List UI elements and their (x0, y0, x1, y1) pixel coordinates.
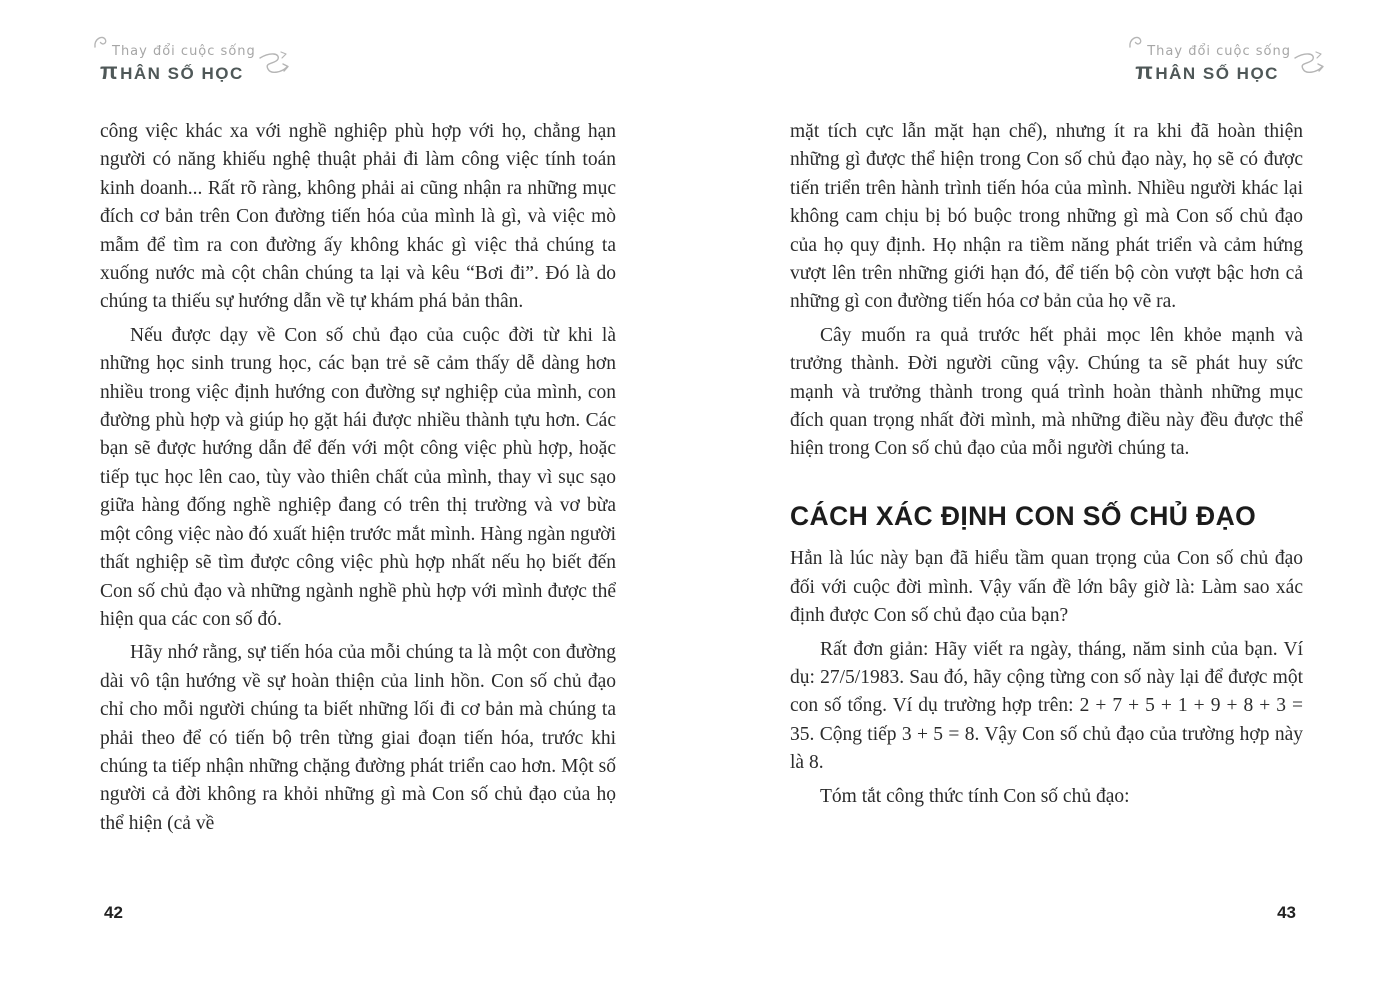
right-page-text-column (790, 118, 1303, 816)
swirl-arrow-icon (256, 50, 290, 86)
page-right (694, 0, 1389, 983)
book-logo-left (100, 44, 256, 84)
paragraph: Nếu được dạy về Con số chủ đạo của cuộc đời từ khi là những học sinh trung học, các bạn trẻ sẽ cảm thấy dễ dàng hơn nhiều trong việc định hướng con đường sự nghiệp của mình, con đường phù hợp và giúp họ gặt hái được nhiều thành tựu hơn. Các bạn sẽ được hướng dẫn để đến với một công việc phù hợp, hoặc tiếp tục học lên cao, tùy vào thiên chất của mình, thay vì sục sạo giữa hàng đống nghề nghiệp đang có trên thị trường và vơ bừa một công việc nào đó xuất hiện trước mắt mình. Hàng ngàn người thất nghiệp sẽ tìm được công việc phù hợp nhất nếu họ biết đến Con số chủ đạo và những ngành nghề phù hợp với mình được thể hiện qua các con số đó. (100, 324, 616, 630)
paragraph: Hãy nhớ rằng, sự tiến hóa của mỗi chúng ta là một con đường dài vô tận hướng về sự hoàn thiện của linh hồn. Con số chủ đạo chỉ cho mỗi người chúng ta biết những lối đi cơ bản mà chúng ta phải theo để có tiến bộ trên từng giai đoạn tiến hóa, trước khi chúng ta tiếp nhận những chặng đường phát triển cao hơn. Một số người cả đời không ra khỏi những gì mà Con số chủ đạo của họ thể hiện (cả về (100, 642, 616, 834)
logo-tagline: Thay đổi cuộc sống (112, 44, 256, 59)
page-left (0, 0, 694, 983)
curl-decoration-icon (1127, 32, 1147, 50)
left-page-text-column (100, 118, 616, 843)
logo-brand-text: HÂN SỐ HỌC (120, 64, 244, 83)
paragraph: Hẳn là lúc này bạn đã hiểu tầm quan trọng của Con số chủ đạo đối với cuộc đời mình. Vậy vấn đề lớn bây giờ là: Làm sao xác định được Con số chủ đạo của bạn? (790, 548, 1303, 627)
logo-brand (100, 59, 256, 84)
logo-brand-text: HÂN SỐ HỌC (1155, 64, 1279, 83)
paragraph: Rất đơn giản: Hãy viết ra ngày, tháng, năm sinh của bạn. Ví dụ: 27/5/1983. Sau đó, hãy cộng từng con số này lại để được một con số tổng. Ví dụ trường hợp trên: 2 + 7 + 5 + 1 + 9 + 8 + 3 = 35. Cộng tiếp 3 + 5 = 8. Vậy Con số chủ đạo của trường hợp này là 8. (790, 638, 1303, 774)
page-number-right: 43 (1277, 903, 1296, 922)
swirl-arrow-icon (1291, 50, 1325, 86)
paragraph: Tóm tắt công thức tính Con số chủ đạo: (820, 785, 1130, 807)
pi-icon: π (100, 58, 120, 84)
paragraph: công việc khác xa với nghề nghiệp phù hợp với họ, chẳng hạn người có năng khiếu nghệ thuật phải đi làm công việc tính toán kinh doanh... Rất rõ ràng, không phải ai cũng nhận ra những mục đích cơ bản trên Con đường tiến hóa của mình là gì, và việc mò mẫm để tìm ra con đường ấy không khác gì việc thả chúng ta xuống nước mà cột chân chúng ta lại và kêu “Bơi đi”. Đó là do chúng ta thiếu sự hướng dẫn về tự khám phá bản thân. (100, 121, 616, 313)
book-logo-right (1135, 44, 1291, 84)
page-number-left: 42 (104, 903, 123, 922)
logo-tagline: Thay đổi cuộc sống (1147, 44, 1291, 59)
paragraph: mặt tích cực lẫn mặt hạn chế), nhưng ít ra khi đã hoàn thiện những gì được thể hiện trong Con số chủ đạo này, họ sẽ có được tiến triển trên hành trình tiến hóa của mình. Nhiều người khác lại không cam chịu bị bó buộc trong những gì mà Con số chủ đạo của họ quy định. Họ nhận ra tiềm năng phát triển và cảm hứng vượt lên trên những giới hạn đó, để tiến bộ còn vượt bậc hơn cả những gì con đường tiến hóa cơ bản của họ vẽ ra. (790, 121, 1303, 313)
curl-decoration-icon (92, 32, 112, 50)
pi-icon: π (1135, 58, 1155, 84)
paragraph: Cây muốn ra quả trước hết phải mọc lên khỏe mạnh và trưởng thành. Đời người cũng vậy. Chúng ta sẽ phát huy sức mạnh và trưởng thành trong quá trình hoàn thành những mục đích quan trọng nhất đời mình, mà những điều này đều được thể hiện trong Con số chủ đạo của mỗi người chúng ta. (790, 324, 1303, 460)
logo-brand (1135, 59, 1291, 84)
section-heading: CÁCH XÁC ĐỊNH CON SỐ CHỦ ĐẠO (790, 500, 1257, 531)
